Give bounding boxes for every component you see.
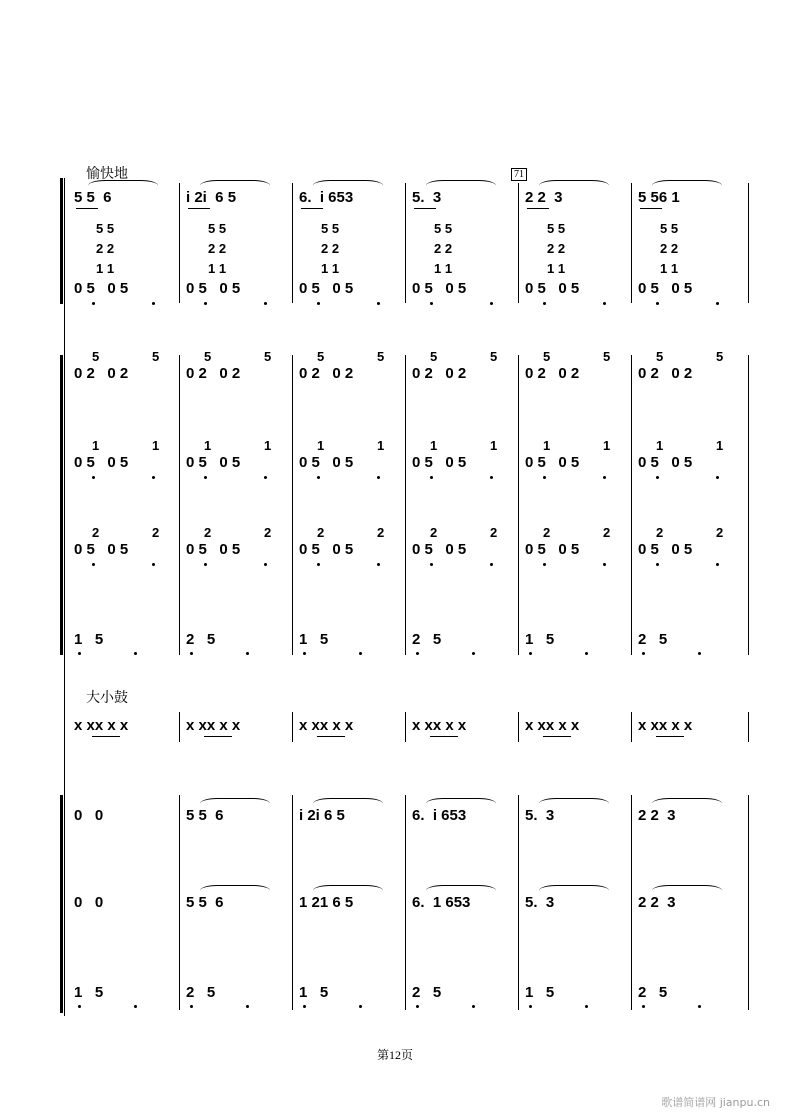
upper-note: 2	[490, 525, 498, 540]
half-pair: 0 5 0 5	[638, 454, 693, 471]
slur	[313, 180, 383, 191]
melody-measure: 6. i 653	[299, 189, 354, 206]
barline	[518, 712, 519, 742]
upper-note: 1	[204, 438, 212, 453]
melody-measure: i 2i 6 5	[186, 189, 237, 206]
low-dot	[134, 1005, 137, 1008]
barline	[631, 712, 632, 742]
low-dot	[698, 652, 701, 655]
barline	[748, 712, 749, 742]
low-dot	[152, 302, 155, 305]
barline	[405, 712, 406, 742]
barline	[405, 183, 406, 303]
half-pair: 0 5 0 5	[74, 541, 129, 558]
lower-melody-measure: 2 2 3	[638, 807, 676, 824]
barline	[292, 795, 293, 1010]
barline	[631, 355, 632, 655]
system-line	[64, 178, 65, 1016]
low-dot	[246, 1005, 249, 1008]
slur	[200, 180, 270, 191]
upper-note: 1	[656, 438, 664, 453]
low-dot	[416, 1005, 419, 1008]
low-dot	[490, 302, 493, 305]
slur	[426, 180, 496, 191]
underline	[92, 736, 120, 737]
low-dot	[543, 563, 546, 566]
low-dot	[303, 652, 306, 655]
half-pair: 0 5 0 5	[412, 541, 467, 558]
barline	[179, 795, 180, 1010]
lower-melody-measure: 5 5 6	[186, 807, 224, 824]
lower-melody-measure: 0 0	[74, 894, 104, 911]
chord-row: 1 1	[96, 261, 115, 276]
barline	[518, 795, 519, 1010]
upper-note: 5	[490, 349, 498, 364]
bass-measure: 1 5	[525, 984, 555, 1001]
low-dot	[190, 1005, 193, 1008]
rehearsal-mark: 71	[511, 168, 527, 181]
chord-row: 2 2	[208, 241, 227, 256]
slur	[652, 798, 722, 809]
barline	[748, 795, 749, 1010]
barline	[518, 183, 519, 303]
barline	[179, 183, 180, 303]
upper-note: 1	[317, 438, 325, 453]
upper-note: 1	[152, 438, 160, 453]
low-dot	[716, 302, 719, 305]
barline	[179, 712, 180, 742]
underline	[527, 208, 549, 209]
upper-note: 2	[603, 525, 611, 540]
low-dot	[303, 1005, 306, 1008]
watermark: 歌谱简谱网 jianpu.cn	[661, 1096, 770, 1109]
drum-measure: x xx x x	[186, 717, 241, 734]
chord-row: 5 5	[321, 221, 340, 236]
underline	[640, 208, 662, 209]
bass-measure: 2 5	[186, 984, 216, 1001]
barline	[292, 712, 293, 742]
underline	[188, 208, 210, 209]
low-dot	[603, 476, 606, 479]
upper-note: 1	[603, 438, 611, 453]
half-pair: 0 5 0 5	[299, 541, 354, 558]
barline	[518, 355, 519, 655]
low-dot	[317, 563, 320, 566]
drum-measure: x xx x x	[299, 717, 354, 734]
upper-note: 2	[377, 525, 385, 540]
low-dot	[264, 476, 267, 479]
upper-note: 2	[152, 525, 160, 540]
slur	[313, 798, 383, 809]
half-pair: 0 2 0 2	[412, 365, 467, 382]
barline	[292, 183, 293, 303]
upper-note: 1	[264, 438, 272, 453]
slur	[426, 798, 496, 809]
chord-row: 5 5	[208, 221, 227, 236]
upper-note: 2	[430, 525, 438, 540]
low-dot	[656, 302, 659, 305]
lower-melody-measure: 6. i 653	[412, 807, 467, 824]
half-pair: 0 5 0 5	[74, 454, 129, 471]
upper-note: 2	[317, 525, 325, 540]
slur	[539, 798, 609, 809]
low-dot	[642, 652, 645, 655]
low-dot	[377, 302, 380, 305]
upper-note: 5	[430, 349, 438, 364]
half-pair: 0 2 0 2	[638, 365, 693, 382]
low-dot	[204, 302, 207, 305]
underline	[543, 736, 571, 737]
half-pair: 0 5 0 5	[412, 280, 467, 297]
underline	[430, 736, 458, 737]
half-pair: 0 5 0 5	[525, 454, 580, 471]
slur	[539, 180, 609, 191]
low-dot	[78, 652, 81, 655]
lower-melody-measure: 1 21 6 5	[299, 894, 354, 911]
chord-row: 5 5	[660, 221, 679, 236]
bass-measure: 2 5	[186, 631, 216, 648]
half-pair: 0 5 0 5	[412, 454, 467, 471]
slur	[426, 885, 496, 896]
upper-note: 1	[490, 438, 498, 453]
low-dot	[656, 476, 659, 479]
low-dot	[134, 652, 137, 655]
drum-measure: x xx x x	[412, 717, 467, 734]
barline	[748, 183, 749, 303]
upper-note: 5	[603, 349, 611, 364]
low-dot	[585, 1005, 588, 1008]
bracket-bottom	[60, 795, 63, 1013]
half-pair: 0 2 0 2	[525, 365, 580, 382]
slur	[539, 885, 609, 896]
low-dot	[716, 563, 719, 566]
chord-row: 5 5	[96, 221, 115, 236]
low-dot	[656, 563, 659, 566]
underline	[76, 208, 98, 209]
low-dot	[642, 1005, 645, 1008]
half-pair: 0 5 0 5	[525, 541, 580, 558]
melody-measure: 5 56 1	[638, 189, 680, 206]
chord-row: 2 2	[321, 241, 340, 256]
bass-measure: 2 5	[638, 984, 668, 1001]
drum-part-label: 大小鼓	[86, 690, 128, 706]
low-dot	[377, 476, 380, 479]
chord-row: 1 1	[660, 261, 679, 276]
upper-note: 5	[543, 349, 551, 364]
low-dot	[430, 563, 433, 566]
barline	[405, 355, 406, 655]
low-dot	[246, 652, 249, 655]
upper-note: 2	[543, 525, 551, 540]
slur	[200, 885, 270, 896]
low-dot	[317, 302, 320, 305]
lower-melody-measure: i 2i 6 5	[299, 807, 345, 824]
bass-measure: 2 5	[412, 984, 442, 1001]
low-dot	[204, 476, 207, 479]
lower-melody-measure: 5. 3	[525, 894, 555, 911]
low-dot	[543, 476, 546, 479]
upper-note: 2	[264, 525, 272, 540]
upper-note: 5	[204, 349, 212, 364]
half-pair: 0 5 0 5	[525, 280, 580, 297]
low-dot	[585, 652, 588, 655]
upper-note: 5	[152, 349, 160, 364]
underline	[414, 208, 436, 209]
low-dot	[377, 563, 380, 566]
upper-note: 2	[656, 525, 664, 540]
half-pair: 0 5 0 5	[299, 454, 354, 471]
half-pair: 0 2 0 2	[299, 365, 354, 382]
low-dot	[603, 563, 606, 566]
chord-row: 2 2	[96, 241, 115, 256]
upper-note: 5	[317, 349, 325, 364]
upper-note: 1	[716, 438, 724, 453]
low-dot	[529, 652, 532, 655]
bass-measure: 1 5	[74, 631, 104, 648]
melody-measure: 5. 3	[412, 189, 442, 206]
upper-note: 5	[656, 349, 664, 364]
drum-measure: x xx x x	[525, 717, 580, 734]
lower-melody-measure: 5. 3	[525, 807, 555, 824]
upper-note: 5	[377, 349, 385, 364]
underline	[301, 208, 323, 209]
low-dot	[603, 302, 606, 305]
low-dot	[529, 1005, 532, 1008]
page-number: 第12页	[376, 1048, 413, 1062]
upper-note: 2	[92, 525, 100, 540]
bass-measure: 2 5	[638, 631, 668, 648]
slur	[652, 180, 722, 191]
low-dot	[430, 476, 433, 479]
slur	[200, 798, 270, 809]
upper-note: 2	[716, 525, 724, 540]
bass-measure: 2 5	[412, 631, 442, 648]
melody-measure: 2 2 3	[525, 189, 563, 206]
chord-row: 1 1	[547, 261, 566, 276]
half-pair: 0 5 0 5	[299, 280, 354, 297]
slur	[313, 885, 383, 896]
slur	[652, 885, 722, 896]
upper-note: 1	[377, 438, 385, 453]
lower-melody-measure: 5 5 6	[186, 894, 224, 911]
barline	[405, 795, 406, 1010]
upper-note: 1	[430, 438, 438, 453]
barline	[631, 183, 632, 303]
bass-measure: 1 5	[525, 631, 555, 648]
low-dot	[92, 563, 95, 566]
half-pair: 0 5 0 5	[186, 280, 241, 297]
half-pair: 0 2 0 2	[186, 365, 241, 382]
bass-measure: 1 5	[299, 631, 329, 648]
upper-note: 5	[264, 349, 272, 364]
chord-row: 5 5	[434, 221, 453, 236]
low-dot	[92, 476, 95, 479]
chord-row: 2 2	[660, 241, 679, 256]
low-dot	[78, 1005, 81, 1008]
barline	[631, 795, 632, 1010]
low-dot	[92, 302, 95, 305]
tempo-marking: 愉快地	[86, 166, 128, 182]
half-pair: 0 5 0 5	[186, 541, 241, 558]
chord-row: 5 5	[547, 221, 566, 236]
upper-note: 5	[716, 349, 724, 364]
low-dot	[152, 476, 155, 479]
chord-row: 1 1	[321, 261, 340, 276]
lower-melody-measure: 2 2 3	[638, 894, 676, 911]
lower-melody-measure: 6. 1 653	[412, 894, 471, 911]
low-dot	[430, 302, 433, 305]
upper-note: 2	[204, 525, 212, 540]
low-dot	[204, 563, 207, 566]
half-pair: 0 5 0 5	[638, 541, 693, 558]
half-pair: 0 5 0 5	[186, 454, 241, 471]
barline	[179, 355, 180, 655]
upper-note: 5	[92, 349, 100, 364]
low-dot	[359, 1005, 362, 1008]
slur	[88, 180, 158, 191]
low-dot	[190, 652, 193, 655]
low-dot	[264, 563, 267, 566]
melody-measure: 5 5 6	[74, 189, 112, 206]
half-pair: 0 2 0 2	[74, 365, 129, 382]
low-dot	[359, 652, 362, 655]
barline	[292, 355, 293, 655]
low-dot	[472, 1005, 475, 1008]
low-dot	[152, 563, 155, 566]
low-dot	[490, 476, 493, 479]
chord-row: 2 2	[434, 241, 453, 256]
barline	[748, 355, 749, 655]
low-dot	[317, 476, 320, 479]
underline	[317, 736, 345, 737]
half-pair: 0 5 0 5	[74, 280, 129, 297]
chord-row: 1 1	[434, 261, 453, 276]
bass-measure: 1 5	[299, 984, 329, 1001]
underline	[204, 736, 232, 737]
chord-row: 1 1	[208, 261, 227, 276]
drum-measure: x xx x x	[638, 717, 693, 734]
low-dot	[490, 563, 493, 566]
bracket-top	[60, 178, 63, 304]
low-dot	[416, 652, 419, 655]
bass-measure: 1 5	[74, 984, 104, 1001]
drum-measure: x xx x x	[74, 717, 129, 734]
low-dot	[472, 652, 475, 655]
underline	[656, 736, 684, 737]
low-dot	[543, 302, 546, 305]
low-dot	[716, 476, 719, 479]
chord-row: 2 2	[547, 241, 566, 256]
bracket-strings	[60, 355, 63, 655]
upper-note: 1	[543, 438, 551, 453]
low-dot	[698, 1005, 701, 1008]
half-pair: 0 5 0 5	[638, 280, 693, 297]
lower-melody-measure: 0 0	[74, 807, 104, 824]
upper-note: 1	[92, 438, 100, 453]
low-dot	[264, 302, 267, 305]
